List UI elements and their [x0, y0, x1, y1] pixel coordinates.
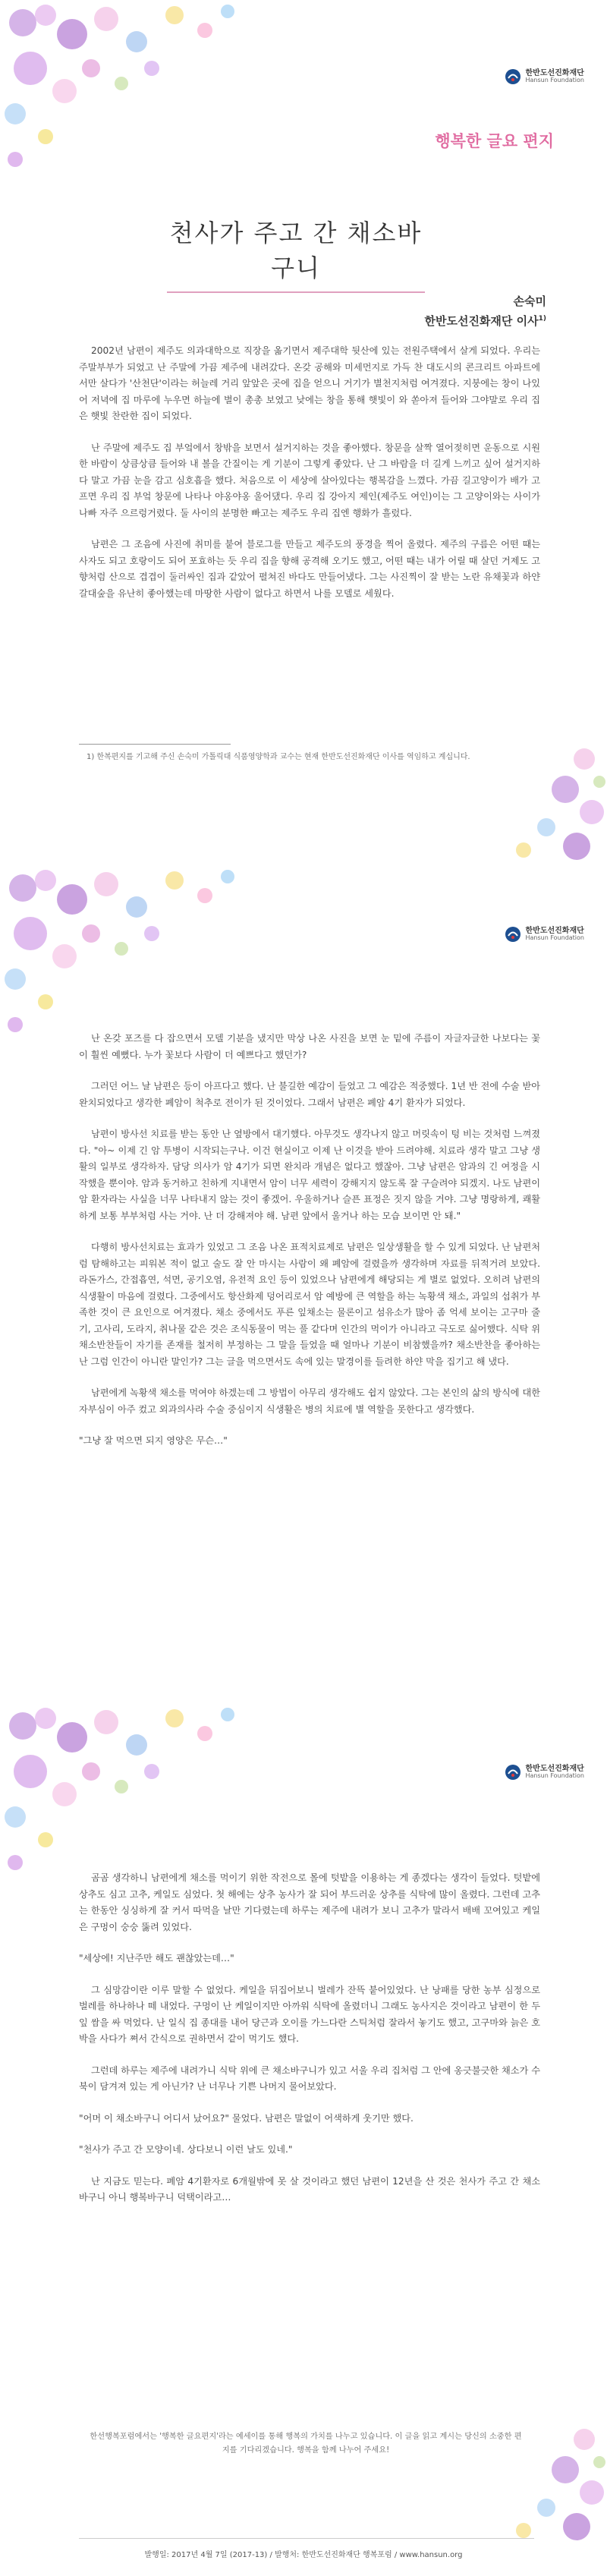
foundation-logo — [505, 1764, 585, 1781]
page-2 — [0, 865, 607, 1703]
flower-decoration-icon — [493, 2417, 607, 2546]
flower-decoration-icon — [0, 865, 250, 1040]
foundation-logo-icon — [505, 1764, 521, 1781]
paragraph: "천사가 주고 간 모양이네. 상다보니 이런 날도 있네." — [79, 2144, 293, 2155]
paragraph: "어머 이 채소바구니 어디서 났어요?" 물었다. 남편은 말없이 어색하게 웃기만 했다. — [79, 2112, 414, 2124]
paragraph: 난 주말에 제주도 집 부엌에서 창밖을 보면서 설거지하는 것을 좋아했다. 창문을 살짝 열어젖히면 운동으로 시원한 바람이 상큼상큼 들어와 내 볼을 간질이는 게 기분이 그렇게 좋았다. 난 그 바람을 더 길게 느끼고 싶어 설거지하다 말고 가끔 눈을 감고 심호흡을 했다. 처음으로 이 세상에 살아있다는 행복감을 느꼈다. 가끔 길고양이가 배가 고프면 우리 집 부엌 창문에 나타나 야옹야옹 울어댔다. 우리 집 강아지 제인(제주도 여인)이는 그 고양이와는 사이가 나빠 자주 으르렁거렸다. 둘 사이의 분명한 빠고는 제주도 우리 집엔 행화가 흘렀다. — [79, 442, 540, 518]
logo-english: Hansun Foundation — [525, 77, 584, 84]
logo-korean: 한반도선진화재단 — [525, 69, 584, 78]
footnote-mark: 1) — [538, 315, 546, 323]
affiliation-text: 한반도선진화재단 이사 — [424, 314, 539, 328]
logo-korean: 한반도선진화재단 — [525, 927, 584, 936]
flower-decoration-icon — [493, 736, 607, 865]
author-name: 손숙미 — [513, 294, 546, 308]
paragraph: "세상에! 지난주만 해도 괜찮았는데…" — [79, 1953, 234, 1963]
paragraph: 남편에게 녹황색 채소를 먹여야 하겠는데 그 방법이 아무리 생각해도 쉽지 않았다. 그는 본인의 삶의 방식에 대한 자부심이 아주 컸고 외과의사라 수술 중심이지 식생활은 병의 치료에 별 역할을 못한다고 생각했다. — [79, 1387, 540, 1415]
series-title: 행복한 글요 편지 — [435, 132, 554, 150]
author-affiliation — [424, 313, 546, 329]
footer-divider — [79, 2538, 534, 2539]
title-block — [167, 214, 425, 293]
closing-note: 한선행복포럼에서는 '행복한 글요편지'라는 예세이를 통해 행복의 가치를 나누고 있습니다. 이 글을 읽고 계시는 당신의 소중한 편지를 기다리겠습니다. 행복을 함께 나누어 주세요! — [90, 2433, 522, 2455]
foundation-logo-icon — [505, 68, 521, 85]
paragraph: 그 심망감이란 이루 말할 수 없었다. 케일을 뒤집어보니 벌레가 잔뜩 붙어있었다. 난 낭패를 당한 농부 심정으로 벌레를 하나하나 떼 내었다. 구멍이 난 케일이지만 아까워 식탁에 올렸더니 그래도 농사지은 것이라고 남편이 한 두 잎 쌈을 싸 먹었다. 난 일식 집 종대를 내어 당근과 오이를 가느다란 스틱처럼 잘라서 놓기도 했고, 고구마와 늙은 호박을 사다가 쪄서 간식으로 권하면서 같이 먹기도 했다. — [79, 1984, 540, 2044]
logo-korean: 한반도선진화재단 — [525, 1765, 584, 1774]
paragraph: 그러던 어느 날 남편은 등이 아프다고 했다. 난 불길한 예감이 들었고 그 예감은 적중했다. 1년 반 전에 수술 받아 완치되었다고 생각한 폐암이 척추로 전이가 된 것이었다. 그래서 남편은 폐암 4기 환자가 되었다. — [79, 1081, 540, 1108]
body-text-page-2 — [79, 1031, 540, 1465]
body-text-page-3 — [79, 1870, 540, 2222]
paragraph: 난 지금도 믿는다. 폐암 4기환자로 6개월밖에 못 살 것이라고 했던 남편이 12년을 산 것은 천사가 주고 간 채소바구니 아니 행복바구니 덕택이라고… — [79, 2175, 540, 2203]
foundation-logo — [505, 926, 585, 943]
flower-decoration-icon — [0, 1703, 250, 1878]
title-underline — [167, 291, 425, 293]
paragraph: "그냥 잘 먹으면 되지 영양은 무슨…" — [79, 1435, 228, 1446]
paragraph: 남편은 그 조음에 사진에 취미를 붙여 블로그를 만들고 제주도의 풍경을 찍어 올렸다. 제주의 구름은 어떤 때는 사자도 되고 호랑이도 되어 포효하는 듯 우리 집을 향해 공격해 오기도 했고, 어떤 때는 내가 어릴 때 살던 거제도 고향처럼 산으로 겹겹이 둘러싸인 집과 같았어 펼쳐진 바다도 만들어냈다. 그는 사진찍이 잘 받는 노란 유채꽃과 하얀 갈대숲을 유난히 좋아했는데 마땅한 사람이 없다고 하면서 나를 모델로 세웠다. — [79, 539, 540, 599]
paragraph: 2002년 남편이 제주도 의과대학으로 직장을 옮기면서 제주대학 뒷산에 있는 전원주택에서 살게 되었다. 우리는 주말부부가 되었고 난 주말에 가끔 제주에 내려갔다. 온갖 공해와 미세먼지로 가득 찬 대도시의 콘크리트 아파트에서만 살다가 '산천단'이라는 허늘레 거리 앞앞은 곳에 집을 얻으니 거기가 별천지처럼 여겨졌다. 지붕에는 창이 나있어 저녁에 집 마루에 누우면 하늘에 별이 총총 보였고 낮에는 창을 통해 햇빛이 와 쏟아져 들어와 그야말로 우리 집은 햇빛 찬란한 집이 되었다. — [79, 345, 540, 421]
flower-decoration-icon — [0, 0, 250, 175]
paragraph: 난 온갖 포즈를 다 잡으면서 모델 기분을 냈지만 막상 나온 사진을 보면 눈 밑에 주름이 자글자글한 나보다는 꽃이 훨씬 예뻤다. 누가 꽃보다 사람이 더 예쁘다고 했던가? — [79, 1033, 540, 1060]
paragraph: 그런데 하루는 제주에 내려가니 식탁 위에 큰 채소바구니가 있고 서울 우리 집처럼 그 안에 옹긋불긋한 채소가 수북이 담겨져 있는 게 아닌가? 난 너무나 기쁜 나머지 물어보았다. — [79, 2064, 540, 2092]
page-title: 천사가 주고 간 채소바구니 — [169, 219, 423, 282]
page-1 — [0, 0, 607, 865]
publication-info: 발행일: 2017년 4월 7일 (2017-13) / 발행처: 한반도선진화재단 행복포럼 / www.hansun.org — [144, 2551, 463, 2559]
paragraph: 다행히 방사선치료는 효과가 있었고 그 조음 나온 표적치료제로 남편은 일상생활을 할 수 있게 되었다. 난 남편처럼 탐해하고는 피워본 적이 없고 술도 잘 안 마시는 사람이 왜 폐암에 걸렸을까 생각하며 자료를 뒤적거려 보았다. 라돈가스, 간접흡연, 석면, 공기오염, 유전적 요인 등이 있었으나 남편에게 해당되는 게 별로 없었다. 오히려 남편의 식생활이 마음에 걸렸다. 그중에서도 항산화제 덩어리로서 암 예방에 큰 역할을 하는 녹황색 채소, 과일의 섭취가 부족한 것이 큰 요인으로 여겨졌다. 채소 중에서도 푸른 잎채소는 물론이고 섬유소가 많아 좀 억세 보이는 고구마 줄기, 고사리, 도라지, 취나물 같은 것은 조식동물이 먹는 풀 같다며 인간의 먹이가 아니라고 극도로 싫어했다. 식탁 위 채소반찬들이 자기를 존재를 철저히 부정하는 그 말을 들었을 때 얼마나 기분이 비참했을까? 채소반찬을 좋아하는 난 그럼 인간이 아니란 말인가? 그는 글을 먹으면서도 속에 있는 말경이를 들려한 하얀 막을 집기고 해 냈다. — [79, 1242, 540, 1367]
footnote: 1) 한복편지를 기고해 주신 손숙미 가톨릭대 식품영양학과 교수는 현재 한반도선진화재단 이사를 역임하고 계십니다. — [86, 753, 470, 761]
footnote-divider — [79, 744, 231, 745]
foundation-logo-icon — [505, 926, 521, 943]
foundation-logo — [505, 68, 585, 85]
paragraph: 곰곰 생각하니 남편에게 채소를 먹이기 위한 작전으로 몰에 텃밭을 이용하는 게 종겠다는 생각이 들었다. 텃밭에 상추도 심고 고추, 케일도 심었다. 첫 해에는 상추 농사가 잘 되어 부드러운 상추를 식탁에 많이 올렸다. 그런데 고추는 한동안 싱싱하게 잘 커서 따먹을 날만 기다렸는데 하루는 제주에 내려가 보니 고추가 말라서 배배 꼬여있고 케일은 구멍이 숭숭 뚫려 있었다. — [79, 1872, 540, 1932]
paragraph: 남편이 방사선 치료를 받는 동안 난 옆방에서 대기했다. 아무것도 생각나지 않고 머릿속이 텅 비는 것처럼 느껴졌다. "아~ 이제 긴 암 투병이 시작되는구나. 이건 현실이고 이제 난 이것을 받아 드려야해. 치료라 생각 말고 그냥 생활의 일부로 생각하자. 담당 의사가 암 4기가 되면 완치라 개념은 없다고 했잖아. 그냥 남편은 암과의 긴 여정을 시작했을 뿐이야. 암과 동거하고 친하게 지내면서 암이 너무 세력이 강해지지 않도록 잘 구슬려야 되겠지. 나도 남편이 암 환자라는 사실을 너무 나타내지 않는 것이 좋겠어. 우울하거나 슬픈 표정은 짓지 않을 거야. 그냥 명랑하게, 쾌활하게 보통 부부처럼 사는 거야. 난 더 강해져야 해. 남편 앞에서 울거나 하는 모습 보이면 안 돼." — [79, 1129, 540, 1221]
page-3 — [0, 1703, 607, 2576]
logo-english: Hansun Foundation — [525, 934, 584, 942]
logo-english: Hansun Foundation — [525, 1772, 584, 1780]
body-text-page-1 — [79, 343, 540, 617]
